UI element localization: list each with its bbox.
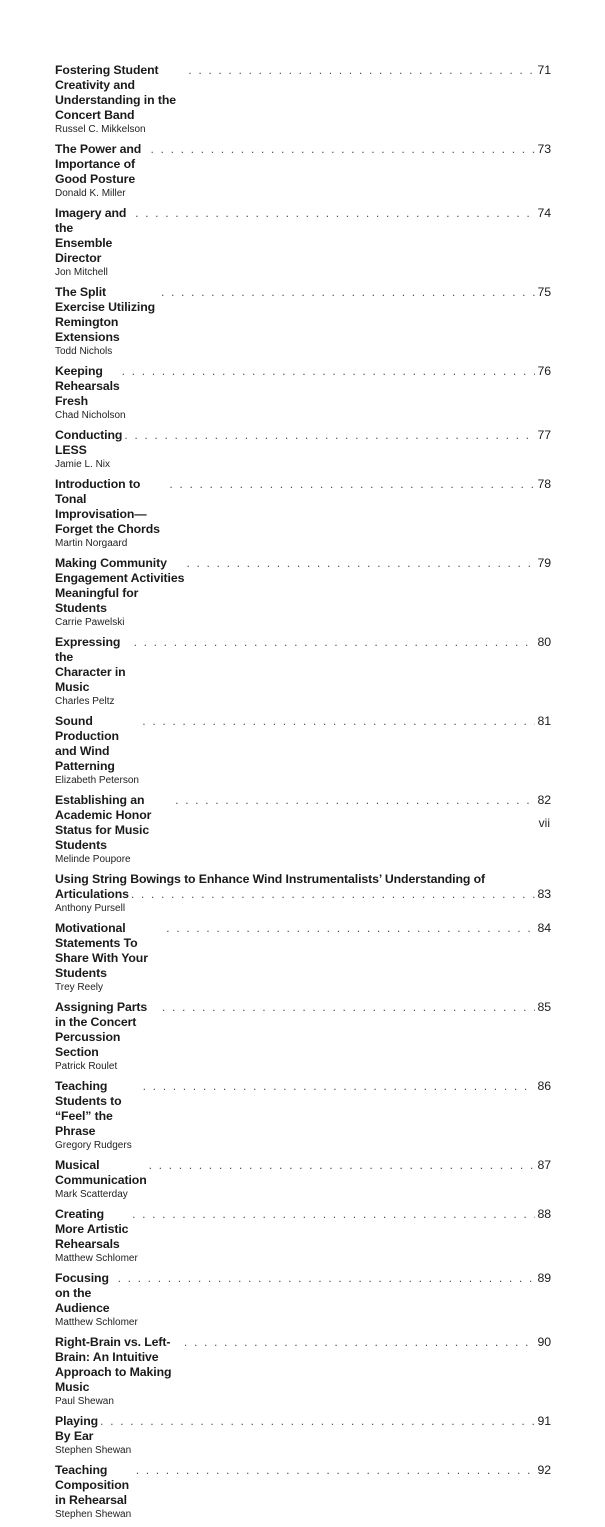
toc-entry[interactable] (55, 714, 551, 787)
dot-leader (166, 921, 534, 936)
dot-leader (131, 887, 535, 902)
toc-entry[interactable] (55, 921, 551, 994)
entry-title: Musical Communication (55, 1158, 147, 1187)
entry-author: Melinde Poupore (55, 854, 131, 865)
toc-entry[interactable] (55, 1335, 551, 1408)
dot-leader (132, 1207, 534, 1222)
toc-entry[interactable] (55, 63, 551, 136)
entry-author: Jon Mitchell (55, 267, 108, 278)
toc-entry[interactable] (55, 142, 551, 200)
dot-leader (161, 285, 535, 300)
entry-author: Trey Reely (55, 982, 103, 993)
toc-entry[interactable] (55, 1079, 551, 1152)
entry-page-number: 90 (537, 1335, 551, 1349)
entry-page-number: 81 (537, 714, 551, 728)
entry-title: The Power and Importance of Good Posture (55, 142, 142, 186)
entry-author: Russel C. Mikkelson (55, 124, 146, 135)
entry-author: Paul Shewan (55, 1396, 114, 1407)
entry-author: Matthew Schlomer (55, 1253, 138, 1264)
entry-title: Expressing the Character in Music (55, 635, 126, 694)
entry-author: Stephen Shewan (55, 1509, 132, 1520)
toc-entry[interactable] (55, 1000, 551, 1073)
entry-author: Stephen Shewan (55, 1445, 132, 1456)
entry-author: Carrie Pawelski (55, 617, 125, 628)
toc-entry[interactable] (55, 1463, 551, 1521)
entry-title-row (55, 63, 551, 123)
entry-title: Focusing on the Audience (55, 1271, 110, 1315)
dot-leader (122, 364, 535, 379)
entry-title: Motivational Statements To Share With Your Students (55, 921, 148, 980)
entry-title-row (55, 428, 551, 458)
entry-page-number: 79 (537, 556, 551, 570)
toc-entry[interactable] (55, 635, 551, 708)
toc-entry[interactable] (55, 428, 551, 471)
entry-author: Gregory Rudgers (55, 1140, 132, 1151)
dot-leader (142, 714, 534, 729)
entry-author: Elizabeth Peterson (55, 775, 139, 786)
entry-title-row (55, 285, 551, 345)
entry-title-row (55, 206, 551, 266)
entry-author: Donald K. Miller (55, 188, 126, 199)
entry-title: Creating More Artistic Rehearsals (55, 1207, 129, 1251)
entry-author: Matthew Schlomer (55, 1317, 138, 1328)
toc-entry[interactable] (55, 793, 551, 866)
toc-entry[interactable] (55, 1414, 551, 1457)
entry-title-row (55, 887, 551, 902)
entry-page-number: 73 (537, 142, 551, 156)
entry-author: Martin Norgaard (55, 538, 128, 549)
entry-title-row (55, 793, 551, 853)
entry-page-number: 77 (537, 428, 551, 442)
dot-leader (143, 1079, 535, 1094)
entry-title-row (55, 477, 551, 537)
dot-leader (118, 1271, 535, 1286)
entry-page-number: 71 (537, 63, 551, 77)
entry-title: Articulations (55, 887, 129, 901)
toc-entry[interactable] (55, 1207, 551, 1265)
entry-title-row (55, 1000, 551, 1060)
entry-title-row (55, 364, 551, 409)
entry-page-number: 80 (537, 635, 551, 649)
dot-leader (186, 556, 534, 571)
entry-title: Teaching Composition in Rehearsal (55, 1463, 130, 1507)
entry-title: Conducting LESS (55, 428, 123, 457)
entry-page-number: 91 (537, 1414, 551, 1428)
entry-title: Introduction to Tonal Improvisation—Forget the Chords (55, 477, 160, 536)
entry-title: Keeping Rehearsals Fresh (55, 364, 120, 408)
entry-title: Making Community Engagement Activities Meaningful for Students (55, 556, 185, 615)
dot-leader (169, 477, 534, 492)
entry-page-number: 75 (537, 285, 551, 299)
dot-leader (136, 1463, 535, 1478)
toc-entry[interactable] (55, 477, 551, 550)
entry-title-line: Using String Bowings to Enhance Wind Instrumentalists’ Understanding of (55, 872, 486, 886)
entry-title-row (55, 1335, 551, 1395)
entry-page-number: 74 (537, 206, 551, 220)
toc-entry[interactable] (55, 1271, 551, 1329)
entry-title-row (55, 142, 551, 187)
toc-entry[interactable] (55, 364, 551, 422)
entry-title-row (55, 921, 551, 981)
entry-author: Mark Scatterday (55, 1189, 128, 1200)
entry-title: Right-Brain vs. Left-Brain: An Intuitive Approach to Making Music (55, 1335, 172, 1394)
toc-entry[interactable] (55, 206, 551, 279)
dot-leader (184, 1335, 535, 1350)
entry-title-row (55, 556, 551, 616)
dot-leader (134, 635, 535, 650)
dot-leader (151, 142, 535, 157)
entry-page-number: 92 (537, 1463, 551, 1477)
entry-title-row (55, 1463, 551, 1508)
dot-leader (100, 1414, 534, 1429)
entry-title-row (55, 1207, 551, 1252)
toc-entry[interactable] (55, 1158, 551, 1201)
entry-page-number: 85 (537, 1000, 551, 1014)
entry-title: Establishing an Academic Honor Status for Music Students (55, 793, 152, 852)
entry-title-row (55, 1158, 551, 1188)
entry-page-number: 89 (537, 1271, 551, 1285)
entry-page-number: 82 (537, 793, 551, 807)
table-of-contents (55, 63, 551, 1527)
entry-author: Anthony Pursell (55, 903, 126, 914)
entry-title-row (55, 1079, 551, 1139)
dot-leader (149, 1158, 535, 1173)
dot-leader (135, 206, 534, 221)
entry-title: Sound Production and Wind Patterning (55, 714, 119, 773)
entry-page-number: 84 (537, 921, 551, 935)
entry-author: Jamie L. Nix (55, 459, 111, 470)
entry-page-number: 83 (537, 887, 551, 901)
entry-page-number: 78 (537, 477, 551, 491)
entry-title: Assigning Parts in the Concert Percussion Section (55, 1000, 148, 1059)
entry-title: Imagery and the Ensemble Director (55, 206, 127, 265)
entry-title-row (55, 1414, 551, 1444)
entry-author: Chad Nicholson (55, 410, 126, 421)
entry-title-row (55, 635, 551, 695)
dot-leader (175, 793, 534, 808)
entry-title-row (55, 1271, 551, 1316)
entry-page-number: 86 (537, 1079, 551, 1093)
entry-author: Patrick Roulet (55, 1061, 118, 1072)
entry-title: Teaching Students to “Feel” the Phrase (55, 1079, 122, 1138)
entry-title-row (55, 714, 551, 774)
entry-author: Charles Peltz (55, 696, 115, 707)
entry-page-number: 87 (537, 1158, 551, 1172)
entry-page-number: 88 (537, 1207, 551, 1221)
entry-page-number: 76 (537, 364, 551, 378)
dot-leader (124, 428, 534, 443)
toc-entry[interactable] (55, 872, 551, 915)
entry-author: Todd Nichols (55, 346, 113, 357)
dot-leader (162, 1000, 535, 1015)
dot-leader (188, 63, 534, 78)
toc-entry[interactable] (55, 556, 551, 629)
page-folio: vii (538, 816, 550, 830)
entry-title: Fostering Student Creativity and Understanding in the Concert Band (55, 63, 176, 122)
entry-title: Playing By Ear (55, 1414, 99, 1443)
toc-entry[interactable] (55, 285, 551, 358)
entry-title: The Split Exercise Utilizing Remington Extensions (55, 285, 156, 344)
